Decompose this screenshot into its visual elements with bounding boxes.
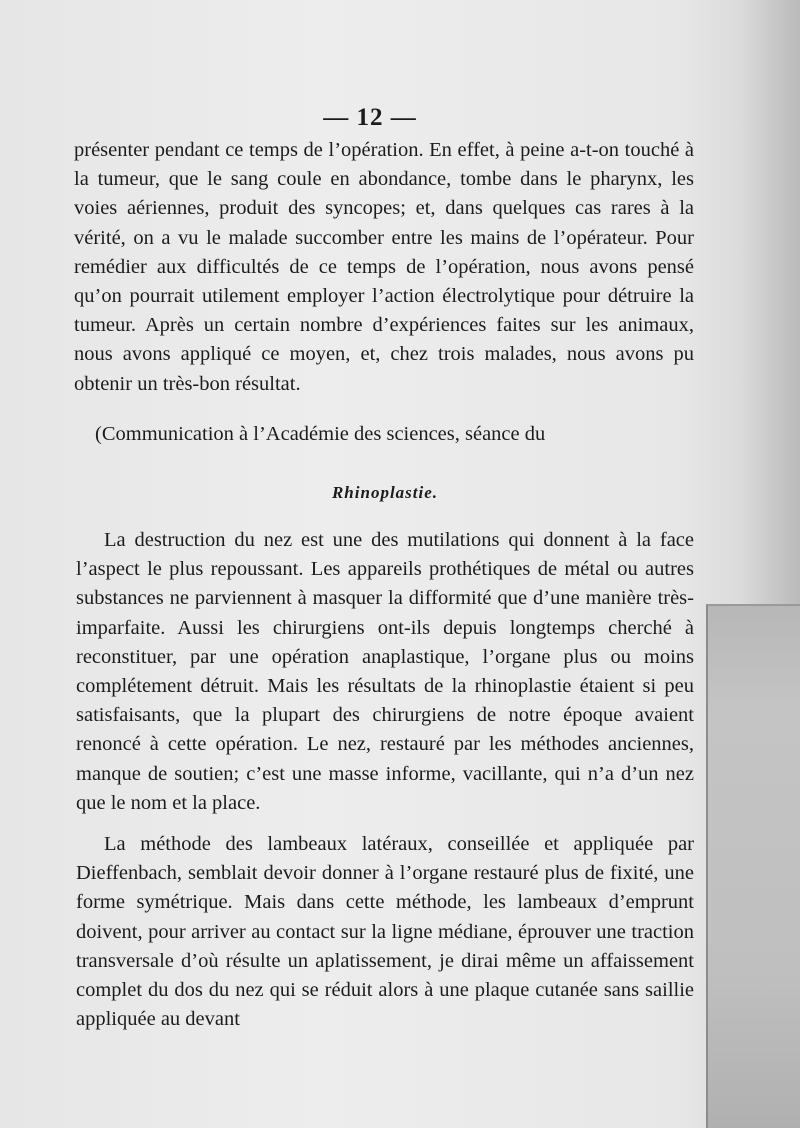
- citation-note: (Communication à l’Académie des sciences, séance du: [95, 423, 546, 445]
- paragraph: La méthode des lambeaux latéraux, conseillée et appliquée par Dieffenbach, semblait devoir donner à l’organe restauré plus de fixité, une forme symétrique. Mais dans cette méthode, les lambeaux d’emprunt doivent, pour arriver au contact sur la ligne médiane, éprouver une traction transversale d’où résulte un aplatissement, je dirai même un affaissement complet du dos du nez qui se réduit alors à une plaque cutanée sans saillie appliquée au devant: [76, 833, 694, 1031]
- folded-paper-tab: [706, 604, 800, 1128]
- body-text-rhinoplastie: [76, 526, 694, 818]
- paragraph: La destruction du nez est une des mutilations qui donnent à la face l’aspect le plus repoussant. Les appareils prothétiques de métal ou autres substances ne parviennent à masquer la difformité que d’une manière très-imparfaite. Aussi les chirurgiens ont-ils depuis longtemps cherché à reconstituer, par une opération anaplastique, l’organe plus ou moins complétement détruit. Mais les résultats de la rhinoplastie étaient si peu satisfaisants, que la plupart des chirurgiens de notre époque avaient renoncé à cette opération. Le nez, restauré par les méthodes anciennes, manque de soutien; c’est une masse informe, vacillante, qui n’a d’un nez que le nom et la place.: [76, 529, 694, 814]
- section-title: Rhinoplastie.: [331, 483, 439, 502]
- body-text-rhinoplastie-2: [76, 830, 694, 1034]
- page-number: — 12 —: [323, 104, 417, 131]
- paragraph: présenter pendant ce temps de l’opération. En effet, à peine a-t-on touché à la tumeur, que le sang coule en abondance, tombe dans le pharynx, les voies aériennes, produit des syncopes; et, dans quelques cas rares à la vérité, on a vu le malade succomber entre les mains de l’opérateur. Pour remédier aux difficultés de ce temps de l’opération, nous avons pensé qu’on pourrait utilement employer l’action électrolytique pour détruire la tumeur. Après un certain nombre d’expériences faites sur les animaux, nous avons appliqué ce moyen, et, chez trois malades, nous avons pu obtenir un très-bon résultat.: [74, 139, 694, 395]
- body-text-top: [74, 136, 694, 399]
